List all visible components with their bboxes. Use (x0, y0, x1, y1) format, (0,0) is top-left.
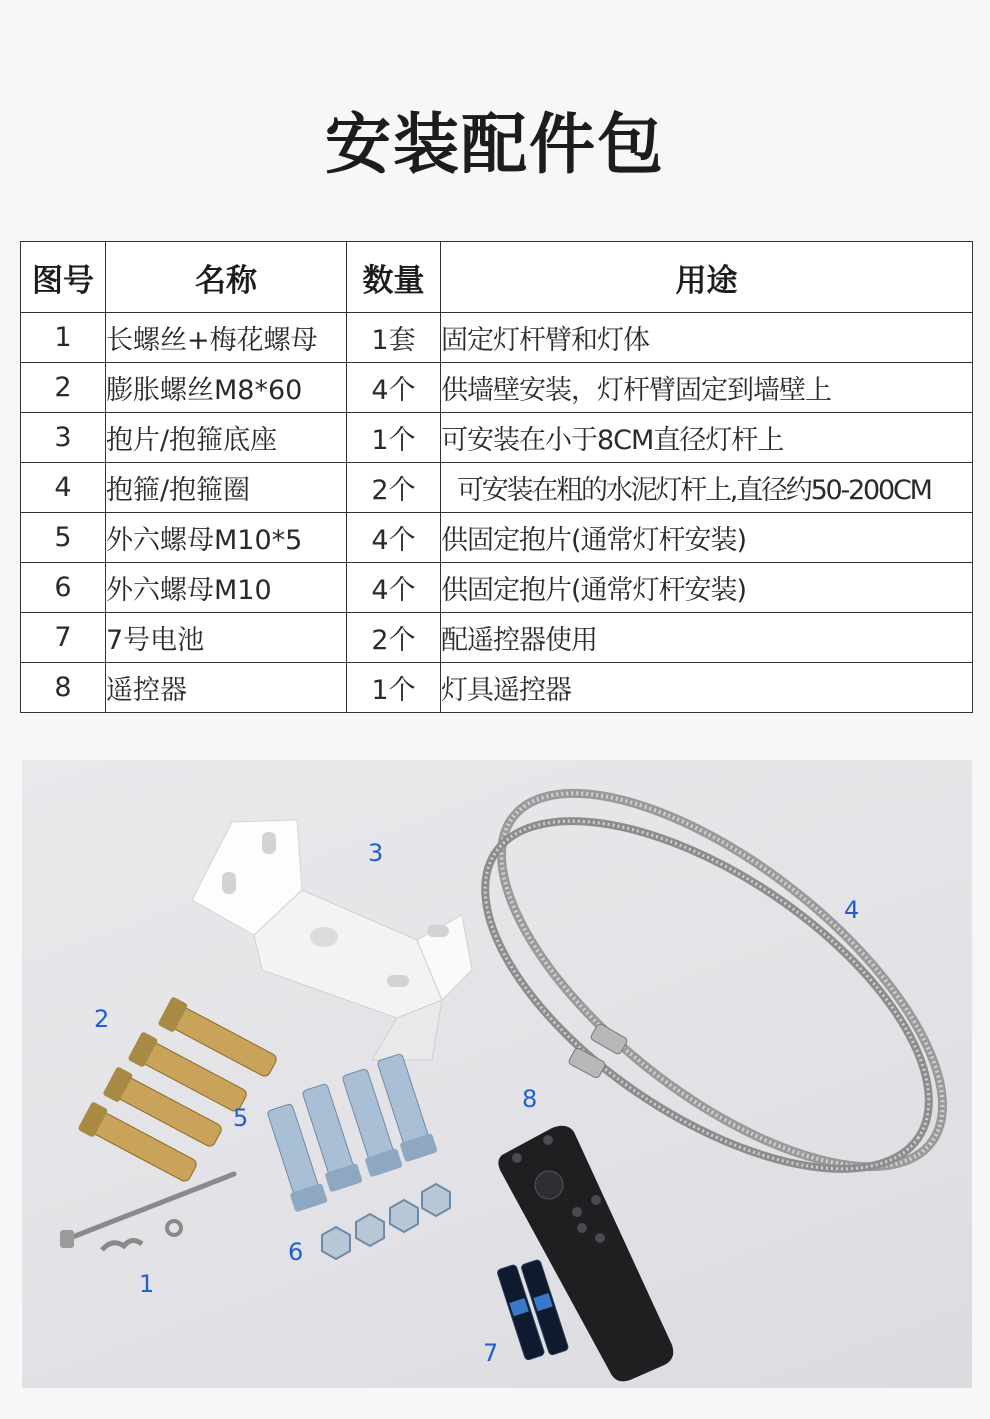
table-row (21, 513, 973, 563)
row-qty: 2个 (347, 463, 441, 513)
row-use: 固定灯杆臂和灯体 (441, 313, 973, 363)
row-name: 抱箍/抱箍圈 (106, 463, 347, 513)
row-name: 膨胀螺丝M8*60 (106, 363, 347, 413)
table-row (21, 413, 973, 463)
row-qty: 1个 (347, 663, 441, 713)
header-figure-no: 图号 (21, 242, 106, 313)
photo-label-1: 1 (139, 1270, 155, 1298)
bracket-base (192, 820, 472, 1060)
photo-label-6: 6 (288, 1238, 304, 1266)
row-no: 2 (21, 363, 106, 413)
row-no: 5 (21, 513, 106, 563)
row-use: 供固定抱片(通常灯杆安装) (441, 513, 973, 563)
table-row (21, 663, 973, 713)
header-quantity: 数量 (347, 242, 441, 313)
table-row (21, 313, 973, 363)
table-row (21, 463, 973, 513)
page-title: 安装配件包 (325, 106, 665, 183)
row-name: 7号电池 (106, 613, 347, 663)
parts-table (20, 241, 973, 713)
row-use: 可安装在粗的水泥灯杆上,直径约50-200CM (441, 463, 973, 513)
row-use: 灯具遥控器 (441, 663, 973, 713)
accessories-illustration (22, 760, 972, 1388)
row-use: 供墙壁安装，灯杆臂固定到墙壁上 (441, 363, 973, 413)
row-qty: 2个 (347, 613, 441, 663)
row-name: 外六螺母M10*5 (106, 513, 347, 563)
row-qty: 4个 (347, 513, 441, 563)
row-no: 8 (21, 663, 106, 713)
row-no: 3 (21, 413, 106, 463)
long-screw-set (60, 1174, 234, 1250)
row-no: 7 (21, 613, 106, 663)
row-no: 6 (21, 563, 106, 613)
photo-label-5: 5 (233, 1104, 249, 1132)
row-name: 长螺丝+梅花螺母 (106, 313, 347, 363)
header-name: 名称 (106, 242, 347, 313)
row-no: 4 (21, 463, 106, 513)
row-no: 1 (21, 313, 106, 363)
header-usage: 用途 (441, 242, 973, 313)
photo-label-7: 7 (483, 1339, 499, 1367)
table-row (21, 613, 973, 663)
row-qty: 1个 (347, 413, 441, 463)
hex-bolts (263, 1052, 438, 1212)
photo-label-8: 8 (522, 1085, 538, 1113)
row-name: 抱片/抱箍底座 (106, 413, 347, 463)
row-name: 遥控器 (106, 663, 347, 713)
row-qty: 1套 (347, 313, 441, 363)
row-qty: 4个 (347, 563, 441, 613)
photo-label-2: 2 (94, 1005, 110, 1033)
row-qty: 4个 (347, 363, 441, 413)
photo-label-3: 3 (368, 839, 384, 867)
table-header-row (21, 242, 973, 313)
photo-label-4: 4 (844, 896, 860, 924)
table-row (21, 563, 973, 613)
table-row (21, 363, 973, 413)
row-name: 外六螺母M10 (106, 563, 347, 613)
hex-nuts (322, 1184, 450, 1259)
row-use: 可安装在小于8CM直径灯杆上 (441, 413, 973, 463)
row-use: 供固定抱片(通常灯杆安装) (441, 563, 973, 613)
row-use: 配遥控器使用 (441, 613, 973, 663)
accessories-photo (22, 760, 972, 1388)
